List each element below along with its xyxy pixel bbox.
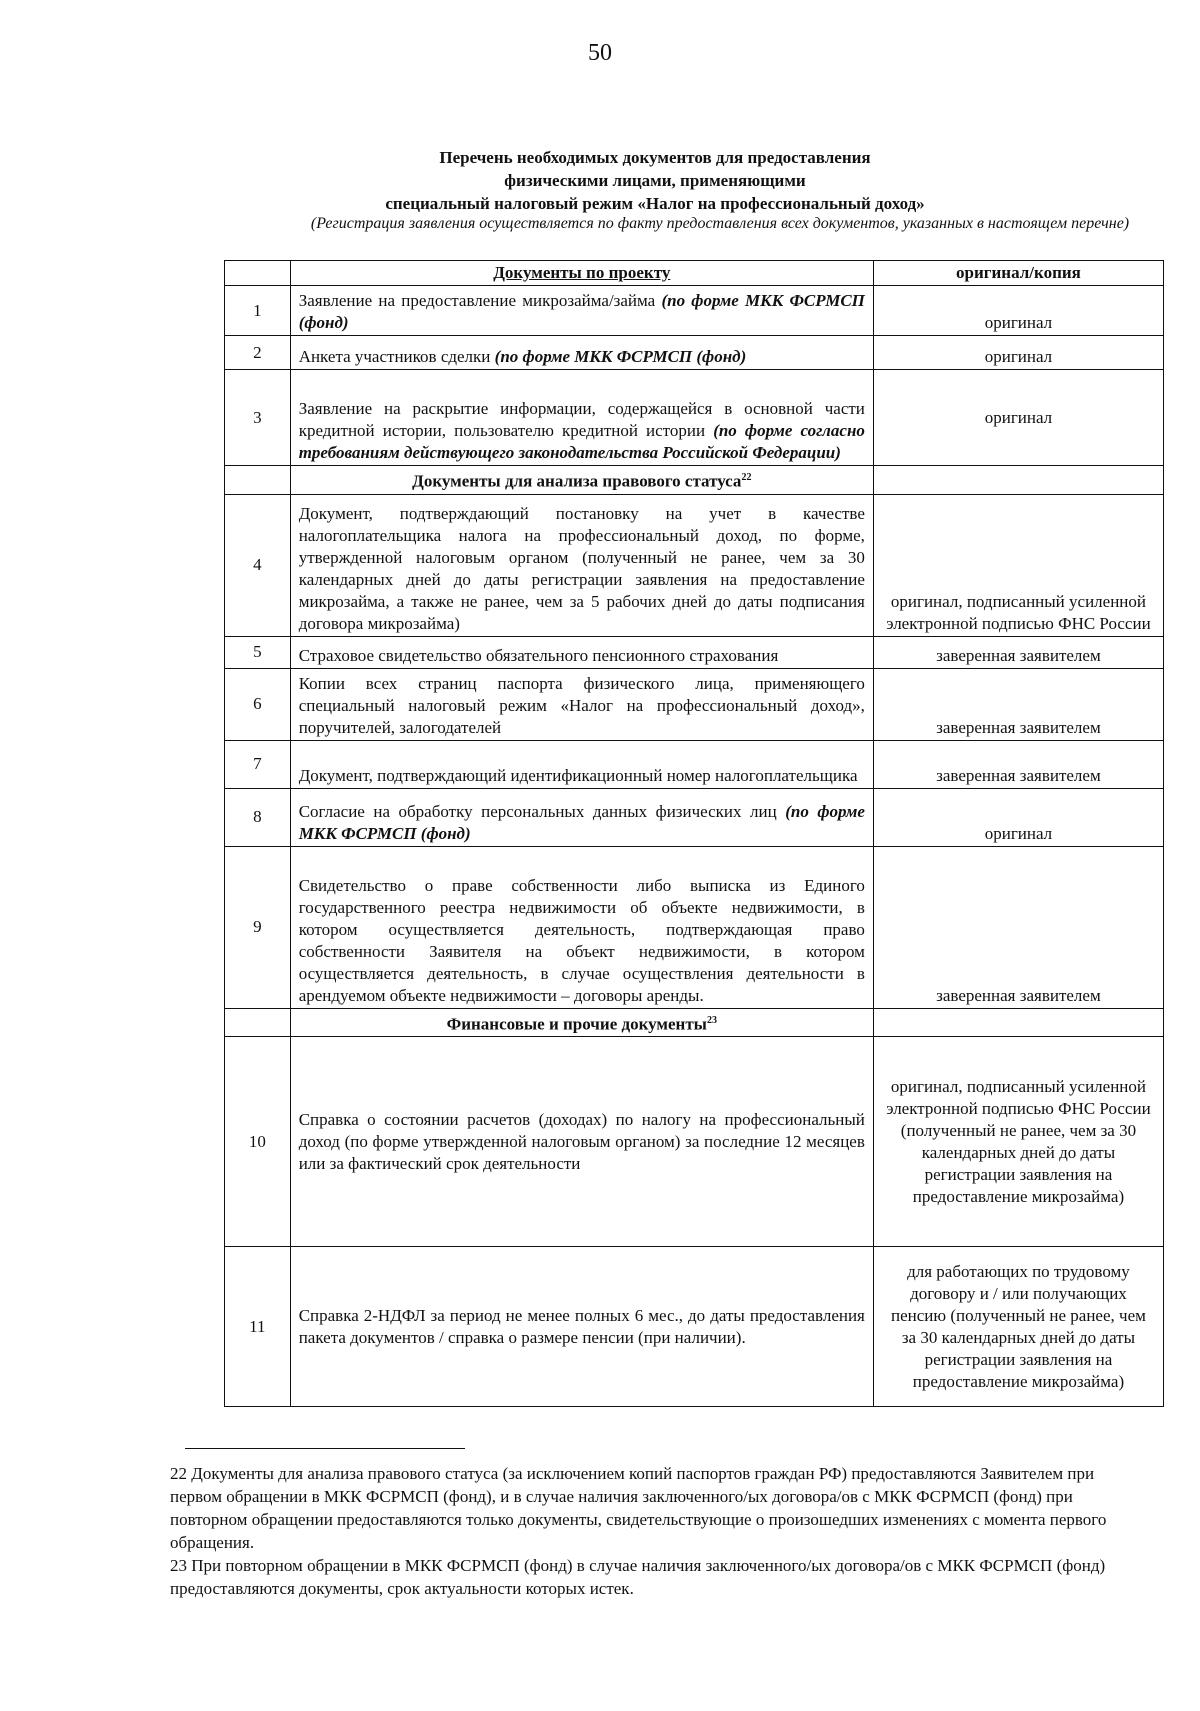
- row-description: [290, 788, 873, 846]
- header-status: оригинал/копия: [873, 261, 1163, 286]
- row-status: заверенная заявителем: [873, 636, 1163, 668]
- document-title: [300, 146, 1010, 215]
- row-status: оригинал, подписанный усиленной электронной подписью ФНС России (полученный не ранее, чем за 30 календарных дней до даты регистрации заявления на предоставление микрозайма): [873, 1037, 1163, 1247]
- table-row: [225, 1037, 1164, 1247]
- row-form-note: (по форме МКК ФСРМСП (фонд): [298, 291, 865, 332]
- row-number: 10: [225, 1037, 291, 1247]
- section-status-cell: [873, 1008, 1163, 1037]
- section-number-cell: [225, 466, 291, 495]
- section-number-cell: [225, 1008, 291, 1037]
- page-number: 50: [588, 40, 612, 66]
- section-legal-label: Документы для анализа правового статуса: [412, 471, 742, 491]
- section-row: [225, 466, 1164, 495]
- row-number: 2: [225, 336, 291, 370]
- row-number: 1: [225, 286, 291, 336]
- row-text: Заявление на предоставление микрозайма/займа: [298, 291, 656, 310]
- table-row: [225, 494, 1164, 636]
- row-status: оригинал, подписанный усиленной электронной подписью ФНС России: [873, 494, 1163, 636]
- table-row: [225, 788, 1164, 846]
- row-number: 7: [225, 740, 291, 788]
- title-line-2: физическими лицами, применяющими: [504, 171, 806, 190]
- row-description: Справка 2-НДФЛ за период не менее полных 6 мес., до даты предоставления пакета документов / справка о размере пенсии (при наличии).: [290, 1247, 873, 1407]
- title-line-3: специальный налоговый режим «Налог на профессиональный доход»: [385, 194, 925, 213]
- row-text: Анкета участников сделки: [298, 347, 491, 366]
- row-form-note: (по форме МКК ФСРМСП (фонд): [298, 801, 865, 843]
- footnote-22: 22 Документы для анализа правового статуса (за исключением копий паспортов граждан РФ) предоставляются Заявителем при первом обращении в МКК ФСРМСП (фонд), и в случае наличия заключенного/ых договора/ов с МКК ФСРМСП (фонд) при повторном обращении предоставляются только документы, свидетельствующие о произошедших изменениях с момента первого обращения.: [170, 1464, 1107, 1552]
- row-number: 5: [225, 636, 291, 668]
- table-row: [225, 636, 1164, 668]
- footnote-ref-23: 23: [706, 1014, 717, 1026]
- row-status: оригинал: [873, 370, 1163, 466]
- row-description: Страховое свидетельство обязательного пенсионного страхования: [290, 636, 873, 668]
- footnote-23: 23 При повторном обращении в МКК ФСРМСП (фонд) в случае наличия заключенного/ых договора/ов с МКК ФСРМСП (фонд) предоставляются документы, срок актуальности которых истек.: [170, 1556, 1106, 1598]
- footnotes: [170, 1462, 1145, 1600]
- row-status: заверенная заявителем: [873, 740, 1163, 788]
- row-text: Согласие на обработку персональных данных физических лиц: [298, 801, 777, 821]
- row-number: 9: [225, 846, 291, 1008]
- table-row: [225, 846, 1164, 1008]
- section-legal-title: [290, 466, 873, 495]
- row-description: Справка о состоянии расчетов (доходах) по налогу на профессиональный доход (по форме утвержденной налоговым органом) за последние 12 месяцев или за фактический срок деятельности: [290, 1037, 873, 1247]
- row-status: заверенная заявителем: [873, 846, 1163, 1008]
- row-description: Документ, подтверждающий постановку на учет в качестве налогоплательщика налога на профессиональный доход, по форме, утвержденной налоговым органом (полученный не ранее, чем за 30 календарных дней до даты регистрации заявления на предоставление микрозайма, а также не ранее, чем за 5 рабочих дней до даты подписания договора микрозайма): [290, 494, 873, 636]
- section-finance-label: Финансовые и прочие документы: [446, 1014, 707, 1034]
- section-row: [225, 1008, 1164, 1037]
- documents-table: [224, 260, 1164, 1407]
- document-subtitle: (Регистрация заявления осуществляется по факту предоставления всех документов, указанных в настоящем перечне): [310, 215, 1130, 232]
- header-documents: Документы по проекту: [290, 261, 873, 286]
- row-description: Свидетельство о праве собственности либо выписка из Единого государственного реестра недвижимости об объекте недвижимости, в котором осуществляется деятельность, подтверждающая право собственности Заявителя на объект недвижимости, в котором осуществляется деятельность, в случае осуществления деятельности в арендуемом объекте недвижимости – договоры аренды.: [290, 846, 873, 1008]
- section-status-cell: [873, 466, 1163, 495]
- row-description: [290, 370, 873, 466]
- table-row: [225, 1247, 1164, 1407]
- table-row: [225, 336, 1164, 370]
- table-row: [225, 370, 1164, 466]
- table-row: [225, 740, 1164, 788]
- row-form-note: (по форме МКК ФСРМСП (фонд): [494, 347, 747, 366]
- row-status: оригинал: [873, 286, 1163, 336]
- row-number: 8: [225, 788, 291, 846]
- footnote-ref-22: 22: [741, 472, 752, 483]
- row-number: 6: [225, 668, 291, 740]
- table-row: [225, 668, 1164, 740]
- row-status: оригинал: [873, 788, 1163, 846]
- row-number: 11: [225, 1247, 291, 1407]
- header-number-cell: [225, 261, 291, 286]
- section-finance-title: [290, 1008, 873, 1037]
- footnote-divider: [185, 1448, 465, 1449]
- row-description: Документ, подтверждающий идентификационный номер налогоплательщика: [290, 740, 873, 788]
- row-description: [290, 336, 873, 370]
- row-number: 3: [225, 370, 291, 466]
- row-status: заверенная заявителем: [873, 668, 1163, 740]
- table-row: [225, 286, 1164, 336]
- row-status: для работающих по трудовому договору и / или получающих пенсию (полученный не ранее, чем за 30 календарных дней до даты регистрации заявления на предоставление микрозайма): [873, 1247, 1163, 1407]
- title-line-1: Перечень необходимых документов для предоставления: [439, 148, 871, 167]
- row-text: Заявление на раскрытие информации, содержащейся в основной части кредитной истории, пользователю кредитной истории: [298, 399, 865, 440]
- table-header-row: [225, 261, 1164, 286]
- row-form-note: (по форме согласно требованиям действующего законодательства Российской Федерации): [298, 421, 865, 462]
- row-description: [290, 286, 873, 336]
- row-status: оригинал: [873, 336, 1163, 370]
- row-number: 4: [225, 494, 291, 636]
- row-description: Копии всех страниц паспорта физического лица, применяющего специальный налоговый режим «Налог на профессиональный доход», поручителей, залогодателей: [290, 668, 873, 740]
